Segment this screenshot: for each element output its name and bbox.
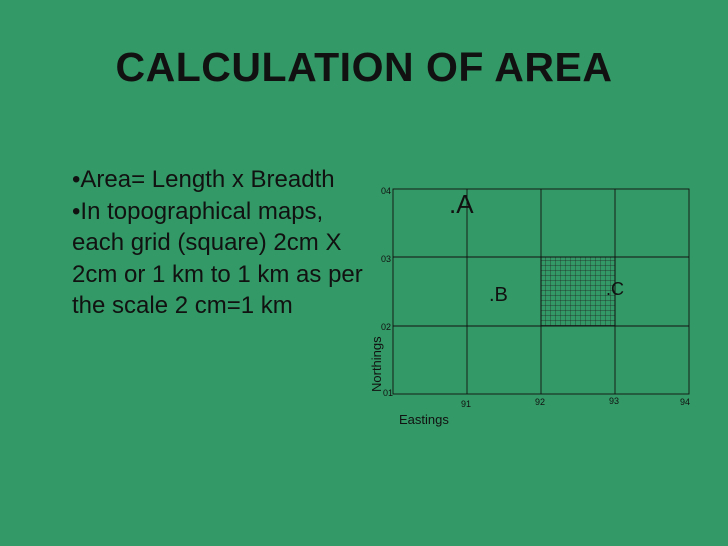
- northing-label-02: 02: [381, 322, 392, 332]
- easting-label-91: 91: [461, 399, 472, 409]
- bullet-grid-scale: •In topographical maps, each grid (square) 2cm X 2cm or 1 km to 1 km as per the scale 2 cm=1 km: [72, 197, 363, 319]
- slide-title: CALCULATION OF AREA: [115, 44, 613, 90]
- point-label-b: .B: [489, 284, 508, 306]
- bullet-area-formula: •Area= Length x Breadth: [72, 166, 335, 193]
- easting-label-93: 93: [609, 396, 620, 406]
- point-label-a: .A: [449, 189, 474, 219]
- easting-label-92: 92: [535, 397, 546, 407]
- eastings-axis-title: Eastings: [399, 412, 449, 427]
- grid-lines: [393, 189, 689, 394]
- northings-axis-title: Northings: [369, 336, 384, 392]
- point-label-c: .C: [606, 279, 624, 299]
- hatched-grid-square: [541, 257, 615, 326]
- easting-label-94: 94: [680, 397, 691, 407]
- northing-label-01: 01: [383, 388, 394, 398]
- northing-label-04: 04: [381, 186, 392, 196]
- northing-label-03: 03: [381, 254, 392, 264]
